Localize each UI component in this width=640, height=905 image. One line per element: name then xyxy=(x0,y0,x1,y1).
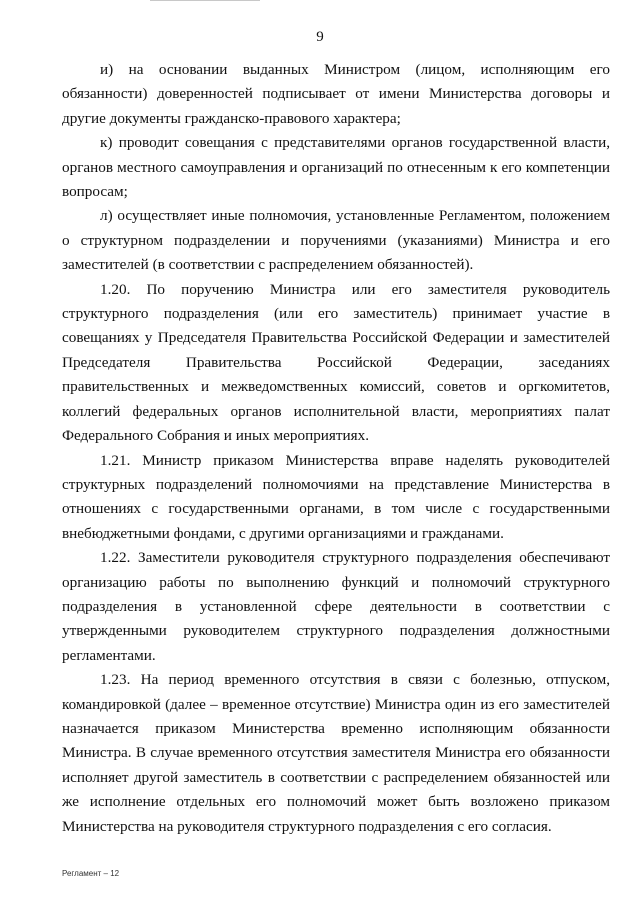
paragraph-1-22: 1.22. Заместители руководителя структурного подразделения обеспечивают организацию работы по выполнению функций и полномочий структурного подразделения в установленной сфере деятельности в соответствии с утвержденными руководителем структурного подразделения должностными регламентами. xyxy=(62,549,610,664)
paragraph-item-l: л) осуществляет иные полномочия, установленные Регламентом, положением о структурном подразделении и поручениями (указаниями) Министра и его заместителей (в соответствии с распределением обязанностей). xyxy=(62,207,610,274)
paragraph-1-23: 1.23. На период временного отсутствия в связи с болезнью, отпуском, командировкой (далее – временное отсутствие) Министра один из его заместителей назначается приказом Министерства временно исполняющим обязанности Министра. В случае временного отсутствия заместителя Министра его обязанности исполняет другой заместитель в соответствии с распределением обязанностей или же исполнение отдельных его полномочий может быть возложено приказом Министерства на руководителя структурного подразделения с его согласия. xyxy=(62,671,610,835)
paragraph-1-21: 1.21. Министр приказом Министерства вправе наделять руководителей структурных подразделений полномочиями на представление Министерства в отношениях с государственными органами, в том числе с государственными внебюджетными фондами, с другими организациями и гражданами. xyxy=(62,451,610,542)
footer-label: Регламент – 12 xyxy=(62,869,120,878)
scan-edge-line xyxy=(150,0,260,1)
paragraph-item-i: и) на основании выданных Министром (лицом, исполняющим его обязанности) доверенностей подписывает от имени Министерства договоры и другие документы гражданско-правового характера; xyxy=(62,61,610,127)
paragraph-1-20: 1.20. По поручению Министра или его заместителя руководитель структурного подразделения (или его заместитель) принимает участие в совещаниях у Председателя Правительства Российской Федерации и заместителей Председателя Правительства Российской Федерации, заседаниях правительственных и межведомственных комиссий, советов и оргкомитетов, коллегий федеральных органов исполнительной власти, мероприятиях палат Федерального Собрания и иных мероприятиях. xyxy=(62,280,610,445)
paragraph-item-k: к) проводит совещания с представителями органов государственной власти, органов местного самоуправления и организаций по отнесенным к его компетенции вопросам; xyxy=(62,134,610,201)
document-body xyxy=(62,58,610,839)
page-number: 9 xyxy=(316,29,324,45)
